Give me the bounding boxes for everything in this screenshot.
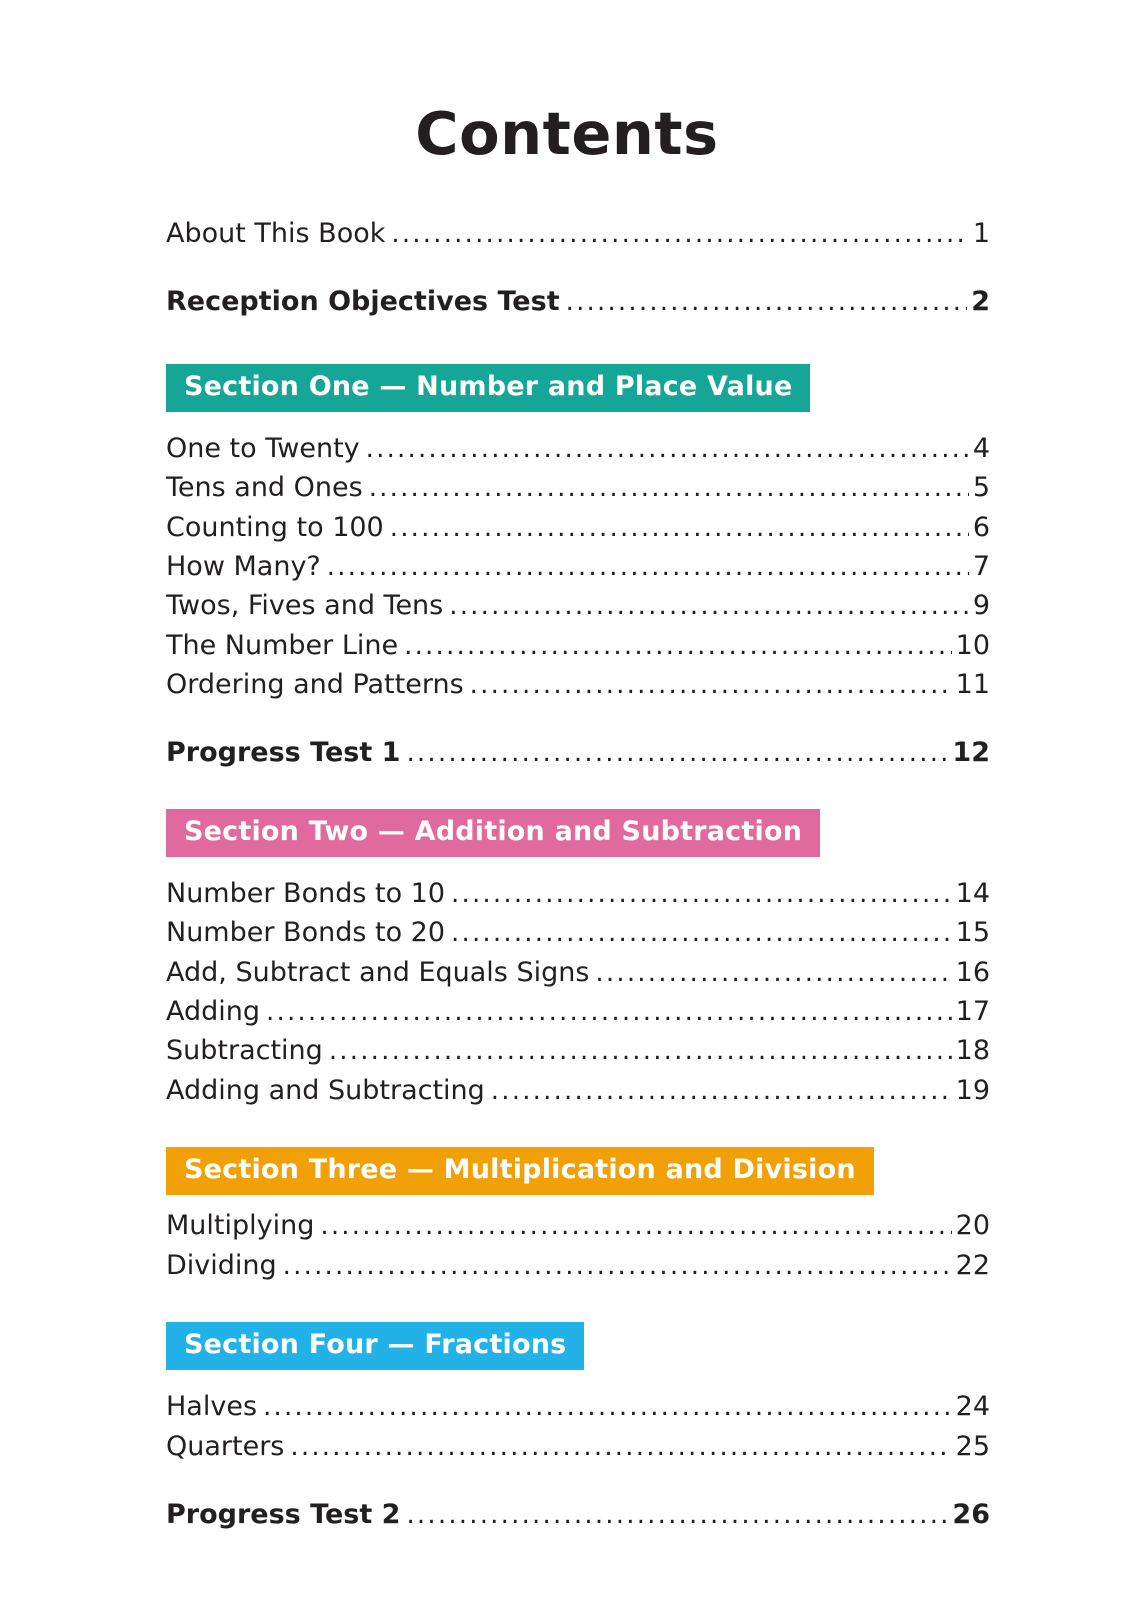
toc-entry-label: Halves <box>166 1391 258 1423</box>
toc-entry-label: Adding and Subtracting <box>166 1074 485 1106</box>
section-four-entries <box>166 1388 990 1466</box>
toc-entry-counting-to-100[interactable] <box>166 509 990 547</box>
dot-leader <box>470 667 952 694</box>
toc-entry-label: Number Bonds to 20 <box>166 917 446 949</box>
toc-entry-label: Progress Test 1 <box>166 737 401 769</box>
dot-leader <box>366 431 969 458</box>
toc-entry-dividing[interactable] <box>166 1247 990 1285</box>
dot-leader <box>263 1389 952 1416</box>
section-three <box>166 1111 990 1285</box>
toc-entry-page: 18 <box>955 1035 990 1067</box>
section-one <box>166 364 990 773</box>
toc-entry-label: The Number Line <box>166 629 399 661</box>
toc-entry-halves[interactable] <box>166 1388 990 1426</box>
dot-leader <box>390 510 969 537</box>
toc-entry-one-to-twenty[interactable] <box>166 430 990 468</box>
toc-entry-about-this-book[interactable] <box>166 215 990 253</box>
toc-entry-page: 25 <box>955 1430 990 1462</box>
section-four <box>166 1286 990 1534</box>
section-header-three: Section Three — Multiplication and Division <box>166 1147 874 1195</box>
dot-leader <box>369 470 969 497</box>
toc-entry-label: Ordering and Patterns <box>166 668 464 700</box>
toc-entry-page: 15 <box>955 917 990 949</box>
toc-entry-number-bonds-to-20[interactable] <box>166 914 990 952</box>
toc-entry-multiplying[interactable] <box>166 1207 990 1245</box>
toc-entry-page: 20 <box>955 1210 990 1242</box>
toc-entry-tens-and-ones[interactable] <box>166 469 990 507</box>
toc-entry-label: Multiplying <box>166 1210 315 1242</box>
toc-entry-label: Add, Subtract and Equals Signs <box>166 956 590 988</box>
dot-leader <box>329 1033 952 1060</box>
toc-entry-label: Tens and Ones <box>166 472 363 504</box>
toc-entry-page: 2 <box>971 286 990 318</box>
toc-entry-page: 5 <box>972 472 990 504</box>
dot-leader <box>451 876 952 903</box>
dot-leader <box>266 994 952 1021</box>
front-matter-list <box>166 215 990 322</box>
toc-entry-label: One to Twenty <box>166 433 360 464</box>
toc-entry-label: Dividing <box>166 1249 277 1281</box>
dot-leader <box>406 735 948 762</box>
toc-entry-adding[interactable] <box>166 993 990 1031</box>
section-three-entries <box>166 1207 990 1285</box>
toc-entry-label: Progress Test 2 <box>166 1498 401 1530</box>
toc-entry-the-number-line[interactable] <box>166 627 990 665</box>
toc-entry-label: Adding <box>166 995 261 1027</box>
toc-entry-twos-fives-and-tens[interactable] <box>166 587 990 625</box>
dot-leader <box>491 1073 952 1100</box>
toc-entry-progress-test-2[interactable] <box>166 1496 990 1534</box>
toc-entry-label: Number Bonds to 10 <box>166 877 446 909</box>
toc-entry-page: 12 <box>952 737 990 769</box>
toc-entry-page: 6 <box>972 511 990 543</box>
dot-leader <box>290 1429 951 1456</box>
toc-entry-how-many[interactable] <box>166 548 990 586</box>
section-header-four: Section Four — Fractions <box>166 1322 584 1370</box>
toc-entry-page: 19 <box>955 1074 990 1106</box>
toc-entry-label: Counting to 100 <box>166 511 384 543</box>
toc-entry-ordering-and-patterns[interactable] <box>166 666 990 704</box>
dot-leader <box>451 915 952 942</box>
toc-entry-label: Reception Objectives Test <box>166 286 560 318</box>
toc-entry-page: 9 <box>972 590 990 622</box>
toc-entry-page: 17 <box>955 995 990 1027</box>
toc-entry-page: 24 <box>955 1391 990 1423</box>
toc-entry-page: 22 <box>955 1249 990 1281</box>
toc-entry-page: 11 <box>955 668 990 700</box>
toc-entry-quarters[interactable] <box>166 1428 990 1466</box>
toc-entry-label: Quarters <box>166 1430 285 1462</box>
dot-leader <box>449 588 969 615</box>
dot-leader <box>320 1208 951 1235</box>
toc-entry-subtracting[interactable] <box>166 1032 990 1070</box>
toc-entry-label: Subtracting <box>166 1035 323 1067</box>
toc-entry-page: 14 <box>955 877 990 909</box>
toc-entry-page: 16 <box>955 956 990 988</box>
section-header-one: Section One — Number and Place Value <box>166 364 810 412</box>
toc-entry-progress-test-1[interactable] <box>166 734 990 772</box>
dot-leader <box>391 216 968 243</box>
toc-entry-page: 4 <box>972 433 990 464</box>
dot-leader <box>283 1248 952 1275</box>
dot-leader <box>404 628 952 655</box>
dot-leader <box>566 284 968 311</box>
table-of-contents <box>0 215 1146 1534</box>
section-header-two: Section Two — Addition and Subtraction <box>166 809 820 857</box>
toc-entry-number-bonds-to-10[interactable] <box>166 875 990 913</box>
section-two-entries <box>166 875 990 1110</box>
toc-entry-page: 26 <box>952 1498 990 1530</box>
section-one-entries <box>166 430 990 704</box>
toc-entry-page: 1 <box>972 218 990 249</box>
toc-entry-label: How Many? <box>166 550 321 582</box>
dot-leader <box>406 1497 948 1524</box>
dot-leader <box>327 549 969 576</box>
toc-entry-label: Twos, Fives and Tens <box>166 590 444 622</box>
page-title: Contents <box>415 99 719 168</box>
toc-entry-adding-and-subtracting[interactable] <box>166 1072 990 1110</box>
dot-leader <box>595 955 951 982</box>
toc-entry-page: 10 <box>955 629 990 661</box>
section-two <box>166 773 990 1110</box>
toc-entry-page: 7 <box>972 550 990 582</box>
toc-entry-label: About This Book <box>166 218 386 249</box>
toc-entry-add-subtract-and-equals-signs[interactable] <box>166 954 990 992</box>
toc-entry-reception-objectives-test[interactable] <box>166 283 990 321</box>
